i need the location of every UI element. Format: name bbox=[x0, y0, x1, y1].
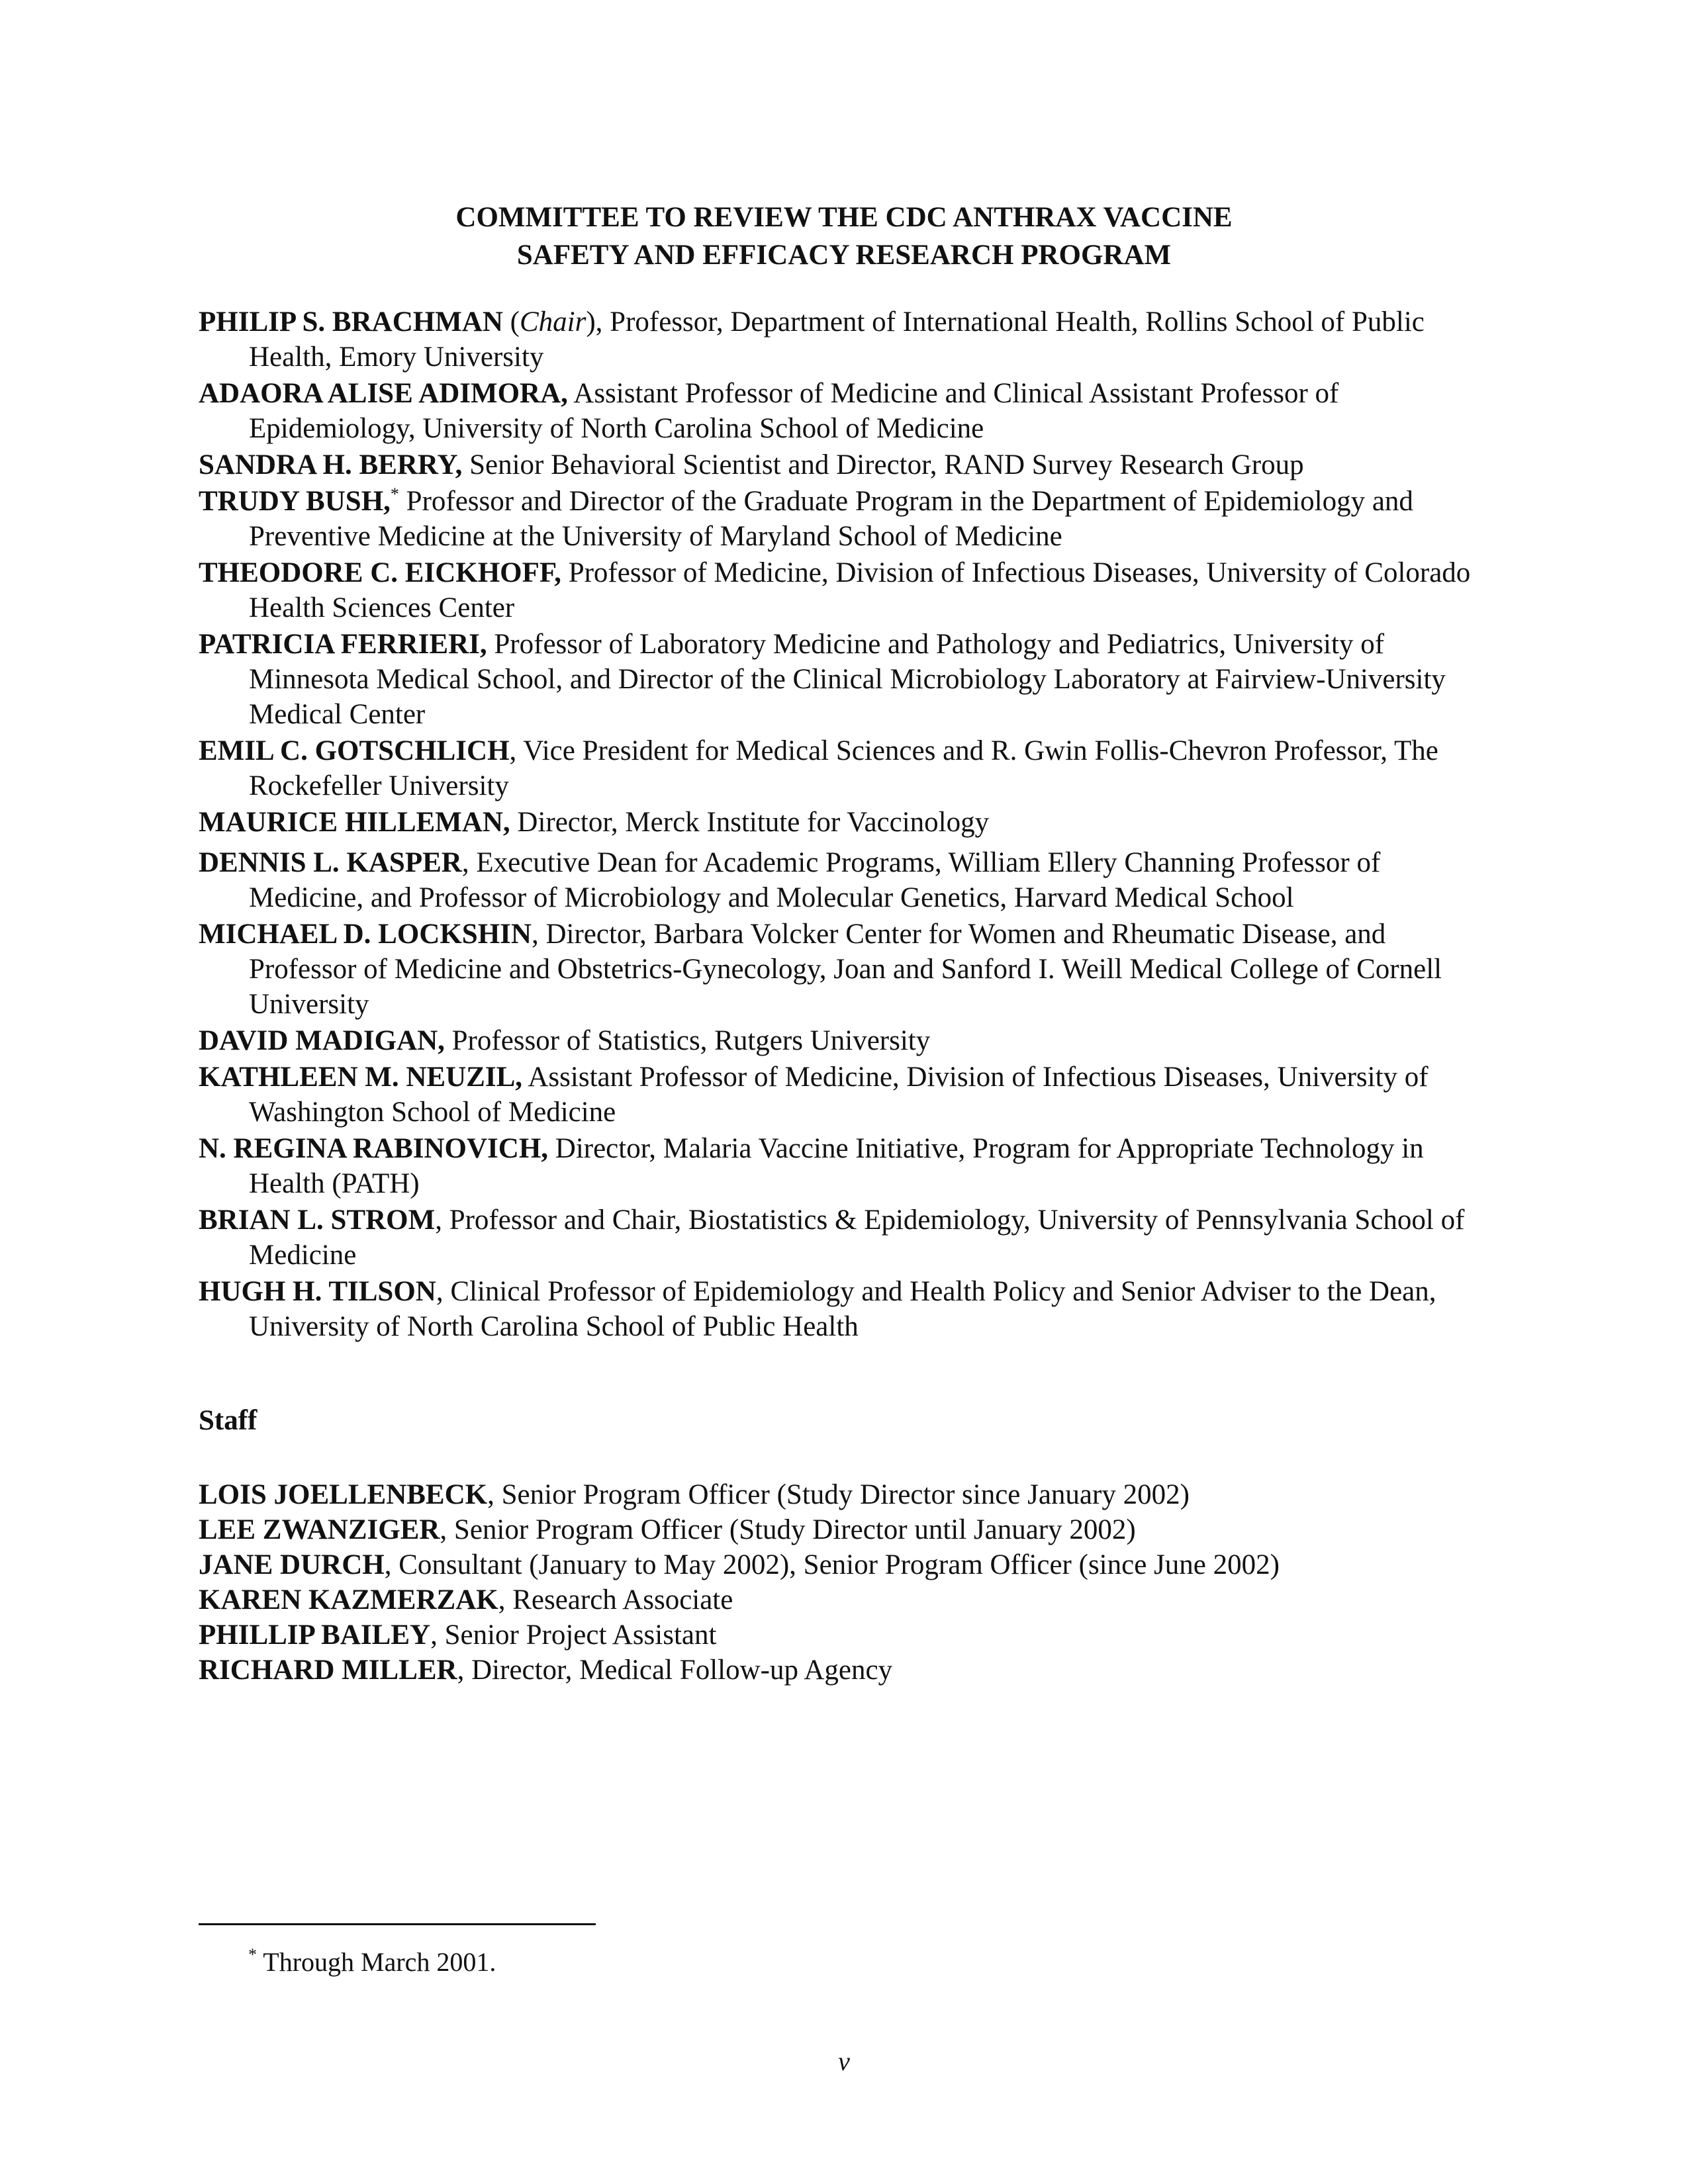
member-entry bbox=[199, 1274, 1496, 1344]
staff-desc: , Research Associate bbox=[498, 1584, 733, 1615]
member-desc: , Director, Barbara Volcker Center for Women and Rheumatic Disease, and Professor of Medicine and Obstetrics-Gynecology, Joan and Sanford I. Weill Medical College of Cornell University bbox=[249, 919, 1442, 1020]
footnote-divider bbox=[199, 1923, 596, 1925]
member-name: MICHAEL D. LOCKSHIN bbox=[199, 919, 532, 950]
staff-entry bbox=[199, 1512, 1496, 1547]
member-name: PATRICIA FERRIERI, bbox=[199, 629, 487, 660]
footnote-text: Through March 2001. bbox=[257, 1947, 496, 1977]
staff-name: KAREN KAZMERZAK bbox=[199, 1584, 498, 1615]
member-name: THEODORE C. EICKHOFF, bbox=[199, 557, 561, 588]
member-entry bbox=[199, 805, 1496, 840]
member-entry bbox=[199, 917, 1496, 1022]
staff-name: RICHARD MILLER bbox=[199, 1655, 457, 1686]
member-desc: Director, Malaria Vaccine Initiative, Program for Appropriate Technology in Health (PATH) bbox=[249, 1133, 1424, 1199]
staff-list bbox=[199, 1477, 1496, 1688]
member-desc-prefix: ( bbox=[502, 306, 520, 338]
staff-entry bbox=[199, 1653, 1496, 1688]
member-entry bbox=[199, 1060, 1496, 1130]
member-name: ADAORA ALISE ADIMORA, bbox=[199, 378, 568, 409]
staff-entry bbox=[199, 1582, 1496, 1617]
committee-title bbox=[0, 199, 1688, 274]
member-name: SANDRA H. BERRY, bbox=[199, 449, 463, 480]
staff-name: LEE ZWANZIGER bbox=[199, 1514, 440, 1545]
member-desc: Professor and Director of the Graduate Program in the Department of Epidemiology and Preventive Medicine at the University of Maryland School of Medicine bbox=[249, 486, 1413, 552]
member-desc: , Executive Dean for Academic Programs, William Ellery Channing Professor of Medicine, and Professor of Microbiology and Molecular Genetics, Harvard Medical School bbox=[249, 847, 1381, 913]
member-entry bbox=[199, 733, 1496, 803]
member-desc: Assistant Professor of Medicine and Clinical Assistant Professor of Epidemiology, University of North Carolina School of Medicine bbox=[249, 378, 1339, 444]
member-desc: Professor of Medicine, Division of Infectious Diseases, University of Colorado Health Sciences Center bbox=[249, 557, 1471, 623]
member-entry bbox=[199, 555, 1496, 625]
footnote-marker: * bbox=[390, 484, 399, 504]
staff-desc: , Senior Program Officer (Study Director until January 2002) bbox=[440, 1514, 1136, 1545]
member-role: Chair bbox=[519, 306, 586, 338]
member-desc: ), Professor, Department of International Health, Rollins School of Public Health, Emory University bbox=[249, 306, 1425, 373]
member-desc: Assistant Professor of Medicine, Division of Infectious Diseases, University of Washington School of Medicine bbox=[249, 1062, 1429, 1128]
title-line-2: SAFETY AND EFFICACY RESEARCH PROGRAM bbox=[516, 240, 1172, 271]
page-number: v bbox=[838, 2046, 850, 2076]
member-entry bbox=[199, 627, 1496, 732]
member-name: DENNIS L. KASPER bbox=[199, 847, 462, 878]
member-entry bbox=[199, 376, 1496, 446]
member-entry bbox=[199, 304, 1496, 375]
member-name: N. REGINA RABINOVICH, bbox=[199, 1133, 549, 1164]
staff-entry bbox=[199, 1617, 1496, 1653]
member-name: TRUDY BUSH, bbox=[199, 486, 391, 517]
member-name: HUGH H. TILSON bbox=[199, 1276, 436, 1307]
staff-name: JANE DURCH bbox=[199, 1549, 385, 1580]
member-name: MAURICE HILLEMAN, bbox=[199, 807, 510, 838]
member-entry bbox=[199, 1203, 1496, 1273]
staff-name: LOIS JOELLENBECK bbox=[199, 1479, 488, 1510]
member-entry bbox=[199, 447, 1496, 482]
member-entry bbox=[199, 1131, 1496, 1201]
staff-desc: , Consultant (January to May 2002), Senior Program Officer (since June 2002) bbox=[384, 1549, 1280, 1580]
member-desc: Professor of Statistics, Rutgers University bbox=[444, 1025, 931, 1056]
member-entry bbox=[199, 845, 1496, 915]
member-entry bbox=[199, 484, 1496, 554]
staff-entry bbox=[199, 1547, 1496, 1582]
member-name: PHILIP S. BRACHMAN bbox=[199, 306, 503, 338]
staff-name: PHILLIP BAILEY bbox=[199, 1619, 431, 1651]
member-name: KATHLEEN M. NEUZIL, bbox=[199, 1062, 522, 1093]
member-entry bbox=[199, 1023, 1496, 1058]
footnote bbox=[248, 1946, 496, 1979]
staff-desc: , Senior Program Officer (Study Director since January 2002) bbox=[487, 1479, 1190, 1510]
member-name: EMIL C. GOTSCHLICH bbox=[199, 735, 510, 766]
footnote-marker: * bbox=[248, 1945, 257, 1964]
staff-heading: Staff bbox=[199, 1405, 258, 1436]
member-desc: , Professor and Chair, Biostatistics & Epidemiology, University of Pennsylvania School of Medicine bbox=[249, 1205, 1465, 1271]
member-desc: Senior Behavioral Scientist and Director, RAND Survey Research Group bbox=[462, 449, 1304, 480]
title-line-1: COMMITTEE TO REVIEW THE CDC ANTHRAX VACCINE bbox=[455, 202, 1233, 233]
member-desc: , Clinical Professor of Epidemiology and Health Policy and Senior Adviser to the Dean, University of North Carolina School of Public Health bbox=[249, 1276, 1436, 1342]
member-desc: Professor of Laboratory Medicine and Pathology and Pediatrics, University of Minnesota Medical School, and Director of the Clinical Microbiology Laboratory at Fairview-University Medical Center bbox=[249, 629, 1446, 730]
member-desc: , Vice President for Medical Sciences and R. Gwin Follis-Chevron Professor, The Rockefeller University bbox=[249, 735, 1438, 801]
member-name: DAVID MADIGAN, bbox=[199, 1025, 445, 1056]
staff-desc: , Senior Project Assistant bbox=[430, 1619, 717, 1651]
staff-desc: , Director, Medical Follow-up Agency bbox=[457, 1655, 893, 1686]
member-name: BRIAN L. STROM bbox=[199, 1205, 436, 1236]
committee-member-list bbox=[199, 304, 1496, 1345]
staff-entry bbox=[199, 1477, 1496, 1512]
member-desc: Director, Merck Institute for Vaccinology bbox=[510, 807, 990, 838]
